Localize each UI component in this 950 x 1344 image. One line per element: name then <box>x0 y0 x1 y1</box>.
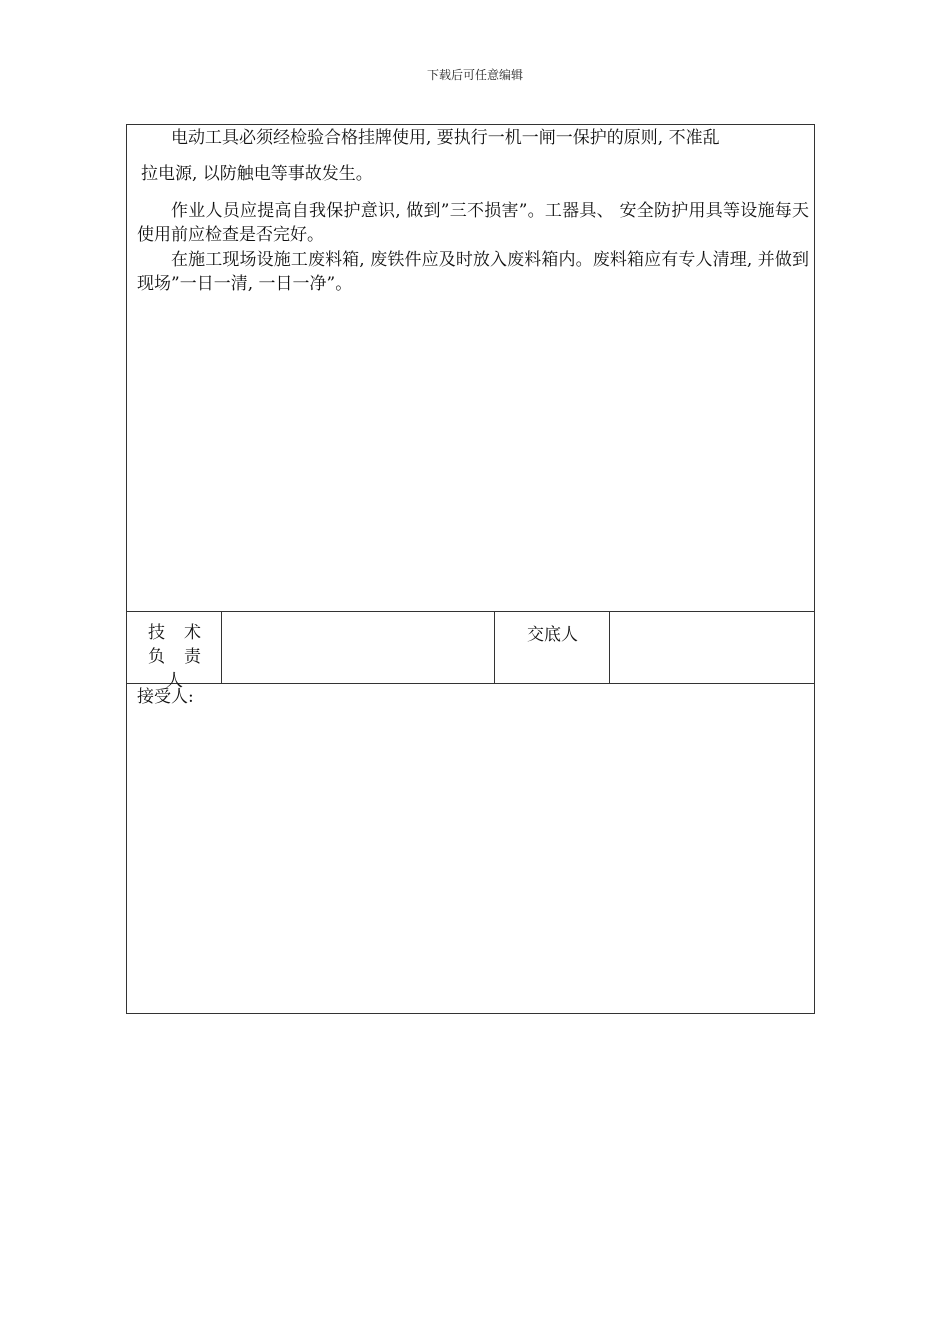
tech-lead-label-line1: 技 术 <box>147 623 208 643</box>
paragraph-self-protection: 作业人员应提高自我保护意识, 做到”三不损害”。工器具、 安全防护用具等设施每天使用前应检查是否完好。 <box>137 201 809 245</box>
page-header: 下载后可任意编辑 <box>426 68 523 82</box>
handover-person-label: 交底人 <box>527 625 578 645</box>
tech-lead-signature-field[interactable] <box>222 611 495 683</box>
disclosure-form <box>126 124 815 1014</box>
paragraph-waste-bin: 在施工现场设施工废料箱, 废铁件应及时放入废料箱内。废料箱应有专人清理, 并做到现场”一日一清, 一日一净”。 <box>137 250 809 294</box>
receiver-signature-area[interactable] <box>127 684 814 1013</box>
paragraph-power-tools <box>137 126 809 186</box>
content-area <box>127 125 814 612</box>
paragraph-power-tools-line1: 电动工具必须经检验合格挂牌使用, 要执行一机一闸一保护的原则, 不准乱 <box>171 128 720 148</box>
handover-person-label-cell <box>495 611 610 683</box>
handover-person-signature-field[interactable] <box>610 611 814 683</box>
tech-lead-label-cell <box>127 611 222 691</box>
paragraph-power-tools-line2: 拉电源, 以防触电等事故发生。 <box>141 164 373 184</box>
tech-lead-label-line2: 负 责 人 <box>147 647 208 691</box>
tech-lead-label <box>127 621 222 693</box>
receiver-label: 接受人: <box>137 687 194 707</box>
signature-row <box>127 611 814 691</box>
